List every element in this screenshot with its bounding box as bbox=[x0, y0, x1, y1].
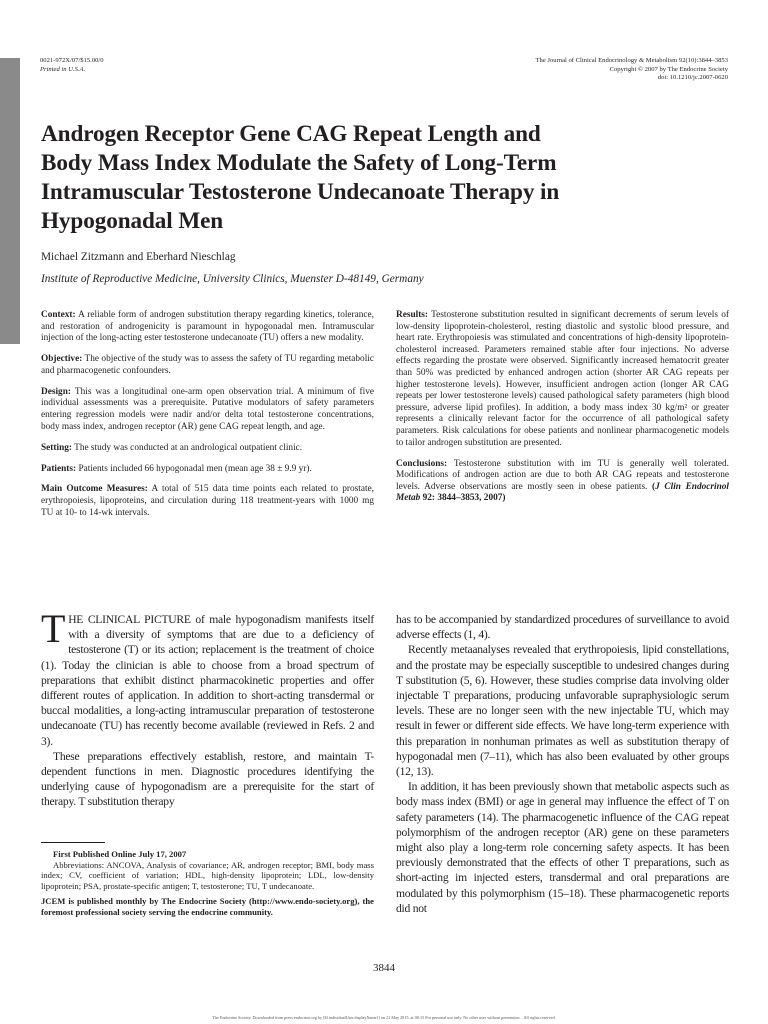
body-text: HE CLINICAL PICTURE of male hypogonadism manifests itself with a diversity of symptoms that are due to a deficiency of testosterone (T) or its action; replacement is the treatment of choice (1). Today the clinician is able to choose from a broad spectrum of preparations that exhibit distinct pharmacokinetic properties and offer different routes of application. In addition to short-acting transdermal or buccal modalities, a long-acting intramuscular preparation of testosterone undecanoate (TU) has recently become available (reviewed in Refs. 2 and 3). bbox=[41, 613, 374, 748]
abstract-text: This was a longitudinal one-arm open observation trial. A minimum of five individual assessments was a prerequisite. Putative modulators of safety parameters entering regression models were nadir and/or delta total testosterone concentrations, body mass index, androgen receptor (AR) gene CAG repeat length, and age. bbox=[41, 386, 374, 432]
abstract-patients bbox=[41, 464, 374, 476]
abstract-label: Objective: bbox=[41, 354, 83, 365]
drop-cap: T bbox=[41, 606, 66, 651]
citation-details: 92: 3844–3853, 2007) bbox=[420, 493, 506, 504]
title-line: Body Mass Index Modulate the Safety of Long-Term bbox=[41, 150, 557, 176]
abstract-text: A reliable form of androgen substitution therapy regarding kinetics, tolerance, and restoration of androgenicity is paramount in hypogonadal men. Intramuscular injection of the long-acting ester testosterone undecanoate (TU) offers a new modality. bbox=[41, 310, 374, 344]
body-paragraph: has to be accompanied by standardized procedures of surveillance to avoid adverse effects (1, 4). bbox=[396, 613, 729, 642]
article-title bbox=[41, 120, 721, 236]
first-published: First Published Online July 17, 2007 bbox=[53, 849, 187, 859]
body-left-column bbox=[41, 606, 374, 810]
abstract-outcome bbox=[41, 484, 374, 519]
footnotes bbox=[41, 849, 374, 918]
doi: doi: 10.1210/jc.2007-0620 bbox=[657, 74, 728, 82]
abstract-label: Conclusions: bbox=[396, 458, 448, 469]
issn-code: 0021-972X/07/$15.00/0 bbox=[40, 57, 104, 64]
title-line: Hypogonadal Men bbox=[41, 208, 224, 234]
abstract-design bbox=[41, 387, 374, 433]
copyright: Copyright © 2007 by The Endocrine Society bbox=[609, 65, 728, 73]
body-paragraph: Recently metaanalyses revealed that erythropoiesis, lipid constellations, and the prostate may be especially susceptible to undesired changes during T substitution (5, 6). However, these studies comprise data involving older injectable T preparations, producing unfavorable supraphysiologic serum levels. These are no longer seen with the new injectable TU, which may result in fewer or different side effects. We have long-term experience with this preparation in nonhuman primates as well as substitution therapy of hypogonadal men (7–11), which has also been evaluated by other groups (12, 13). bbox=[396, 643, 729, 779]
abstract-citation: (J Clin Endocrinol Metab 92: 3844–3853, 2007) bbox=[396, 481, 729, 504]
page-number: 3844 bbox=[373, 962, 395, 974]
abstract-objective bbox=[41, 354, 374, 377]
jcem-notice: JCEM is published monthly by The Endocrine Society (http://www.endo-society.org), the foremost professional society serving the endocrine community. bbox=[41, 896, 374, 917]
journal-citation: The Journal of Clinical Endocrinology & Metabolism 92(10):3844–3853 bbox=[535, 57, 728, 64]
download-notice: The Endocrine Society. Downloaded from press.endocrine.org by [${individualUser.displayName}] on 21 May 2015. at 00:15 For personal use only. No other uses without permission. . All rights reserved. bbox=[212, 1015, 556, 1020]
abstract-conclusions bbox=[396, 459, 729, 505]
abbreviations: Abbreviations: ANCOVA, Analysis of covariance; AR, androgen receptor; BMI, body mass index; CV, coefficient of variation; HDL, high-density lipoprotein; LDL, low-density lipoprotein; PSA, prostate-specific antigen; T, testosterone; TU, T undecanoate. bbox=[41, 859, 374, 891]
abstract-label: Main Outcome Measures: bbox=[41, 484, 148, 495]
body-right-column bbox=[396, 612, 729, 916]
abstract-context bbox=[41, 310, 374, 345]
authors: Michael Zitzmann and Eberhard Nieschlag bbox=[41, 251, 236, 263]
abstract-text: Testosterone substitution resulted in significant decrements of serum levels of low-density lipoprotein-cholesterol, resting diastolic and systolic blood pressure, and heart rate. Erythropoiesis was stimulated and concentrations of high-density lipoprotein-cholesterol increased. Parameters remained stable after four injections. No adverse effects regarding the prostate were observed. Significantly increased hematocrit greater than 50% was predicted by enhanced androgen action (shorter AR CAG repeats per higher testosterone levels). However, insufficient androgen action (longer AR CAG repeats per lower testosterone levels) caused pathological safety parameters (high blood pressure, adverse lipid profiles). In addition, a body mass index 30 kg/m² or greater represents a clinically relevant factor for the occurrence of all pathological safety parameters. Risk calculations for obese patients and nonlinear pharmacogenetic models to tailor androgen substitution are presented. bbox=[396, 310, 729, 448]
abstract-label: Context: bbox=[41, 310, 76, 320]
body-paragraph: In addition, it has been previously shown that metabolic aspects such as body mass index (BMI) or age in general may influence the effect of T on safety parameters (14). The pharmacogenetic influence of the CAG repeat polymorphism of the androgen receptor (AR) gene on these parameters might also play a long-term role concerning safety aspects. It has been previously demonstrated that the effects of other T preparations, such as short-acting im injected esters, transdermal and oral preparations are modulated by this polymorphism (15–18). These pharmacogenetic reports did not bbox=[396, 780, 729, 915]
citation-journal: J Clin Endocrinol Metab bbox=[396, 481, 729, 504]
abstract-setting bbox=[41, 443, 374, 455]
abstract-text: The study was conducted at an andrological outpatient clinic. bbox=[72, 442, 303, 453]
abstract-left-column bbox=[41, 310, 374, 529]
affiliation: Institute of Reproductive Medicine, University Clinics, Muenster D-48149, Germany bbox=[41, 273, 424, 285]
header-left-meta bbox=[40, 57, 104, 74]
printed-in: Printed in U.S.A. bbox=[40, 65, 86, 73]
abstract-label: Patients: bbox=[41, 463, 77, 474]
abstract-label: Results: bbox=[396, 310, 429, 320]
abstract-label: Setting: bbox=[41, 442, 72, 453]
abstract-text: The objective of the study was to assess the safety of TU regarding metabolic and pharmacogenetic confounders. bbox=[41, 354, 374, 376]
body-paragraph bbox=[41, 606, 374, 749]
title-line: Intramuscular Testosterone Undecanoate Therapy in bbox=[41, 179, 560, 205]
header-right-meta bbox=[536, 57, 728, 83]
footnote-rule bbox=[41, 842, 105, 843]
sidebar-gray-bar bbox=[0, 58, 20, 344]
body-paragraph: These preparations effectively establish, restore, and maintain T-dependent functions in men. Diagnostic procedures identifying the underlying cause of hypogonadism are a prerequisite for the start of therapy. T substitution therapy bbox=[41, 749, 374, 809]
abstract-right-column bbox=[396, 310, 729, 514]
title-line: Androgen Receptor Gene CAG Repeat Length and bbox=[41, 121, 541, 147]
abstract-label: Design: bbox=[41, 386, 71, 397]
abstract-text: Patients included 66 hypogonadal men (mean age 38 ± 9.9 yr). bbox=[76, 463, 312, 474]
abstract-results bbox=[396, 310, 729, 449]
abstract-text: Testosterone substitution with im TU is generally well tolerated. Modifications of androgen action are due to both AR CAG repeats and testosterone levels. Adverse observations are mostly seen in obese patients. bbox=[396, 458, 729, 492]
abstract-text: A total of 515 data time points each related to prostate, erythropoiesis, lipoproteins, and circulation during 118 treatment-years with 1000 mg TU at 10- to 14-wk intervals. bbox=[41, 484, 374, 518]
